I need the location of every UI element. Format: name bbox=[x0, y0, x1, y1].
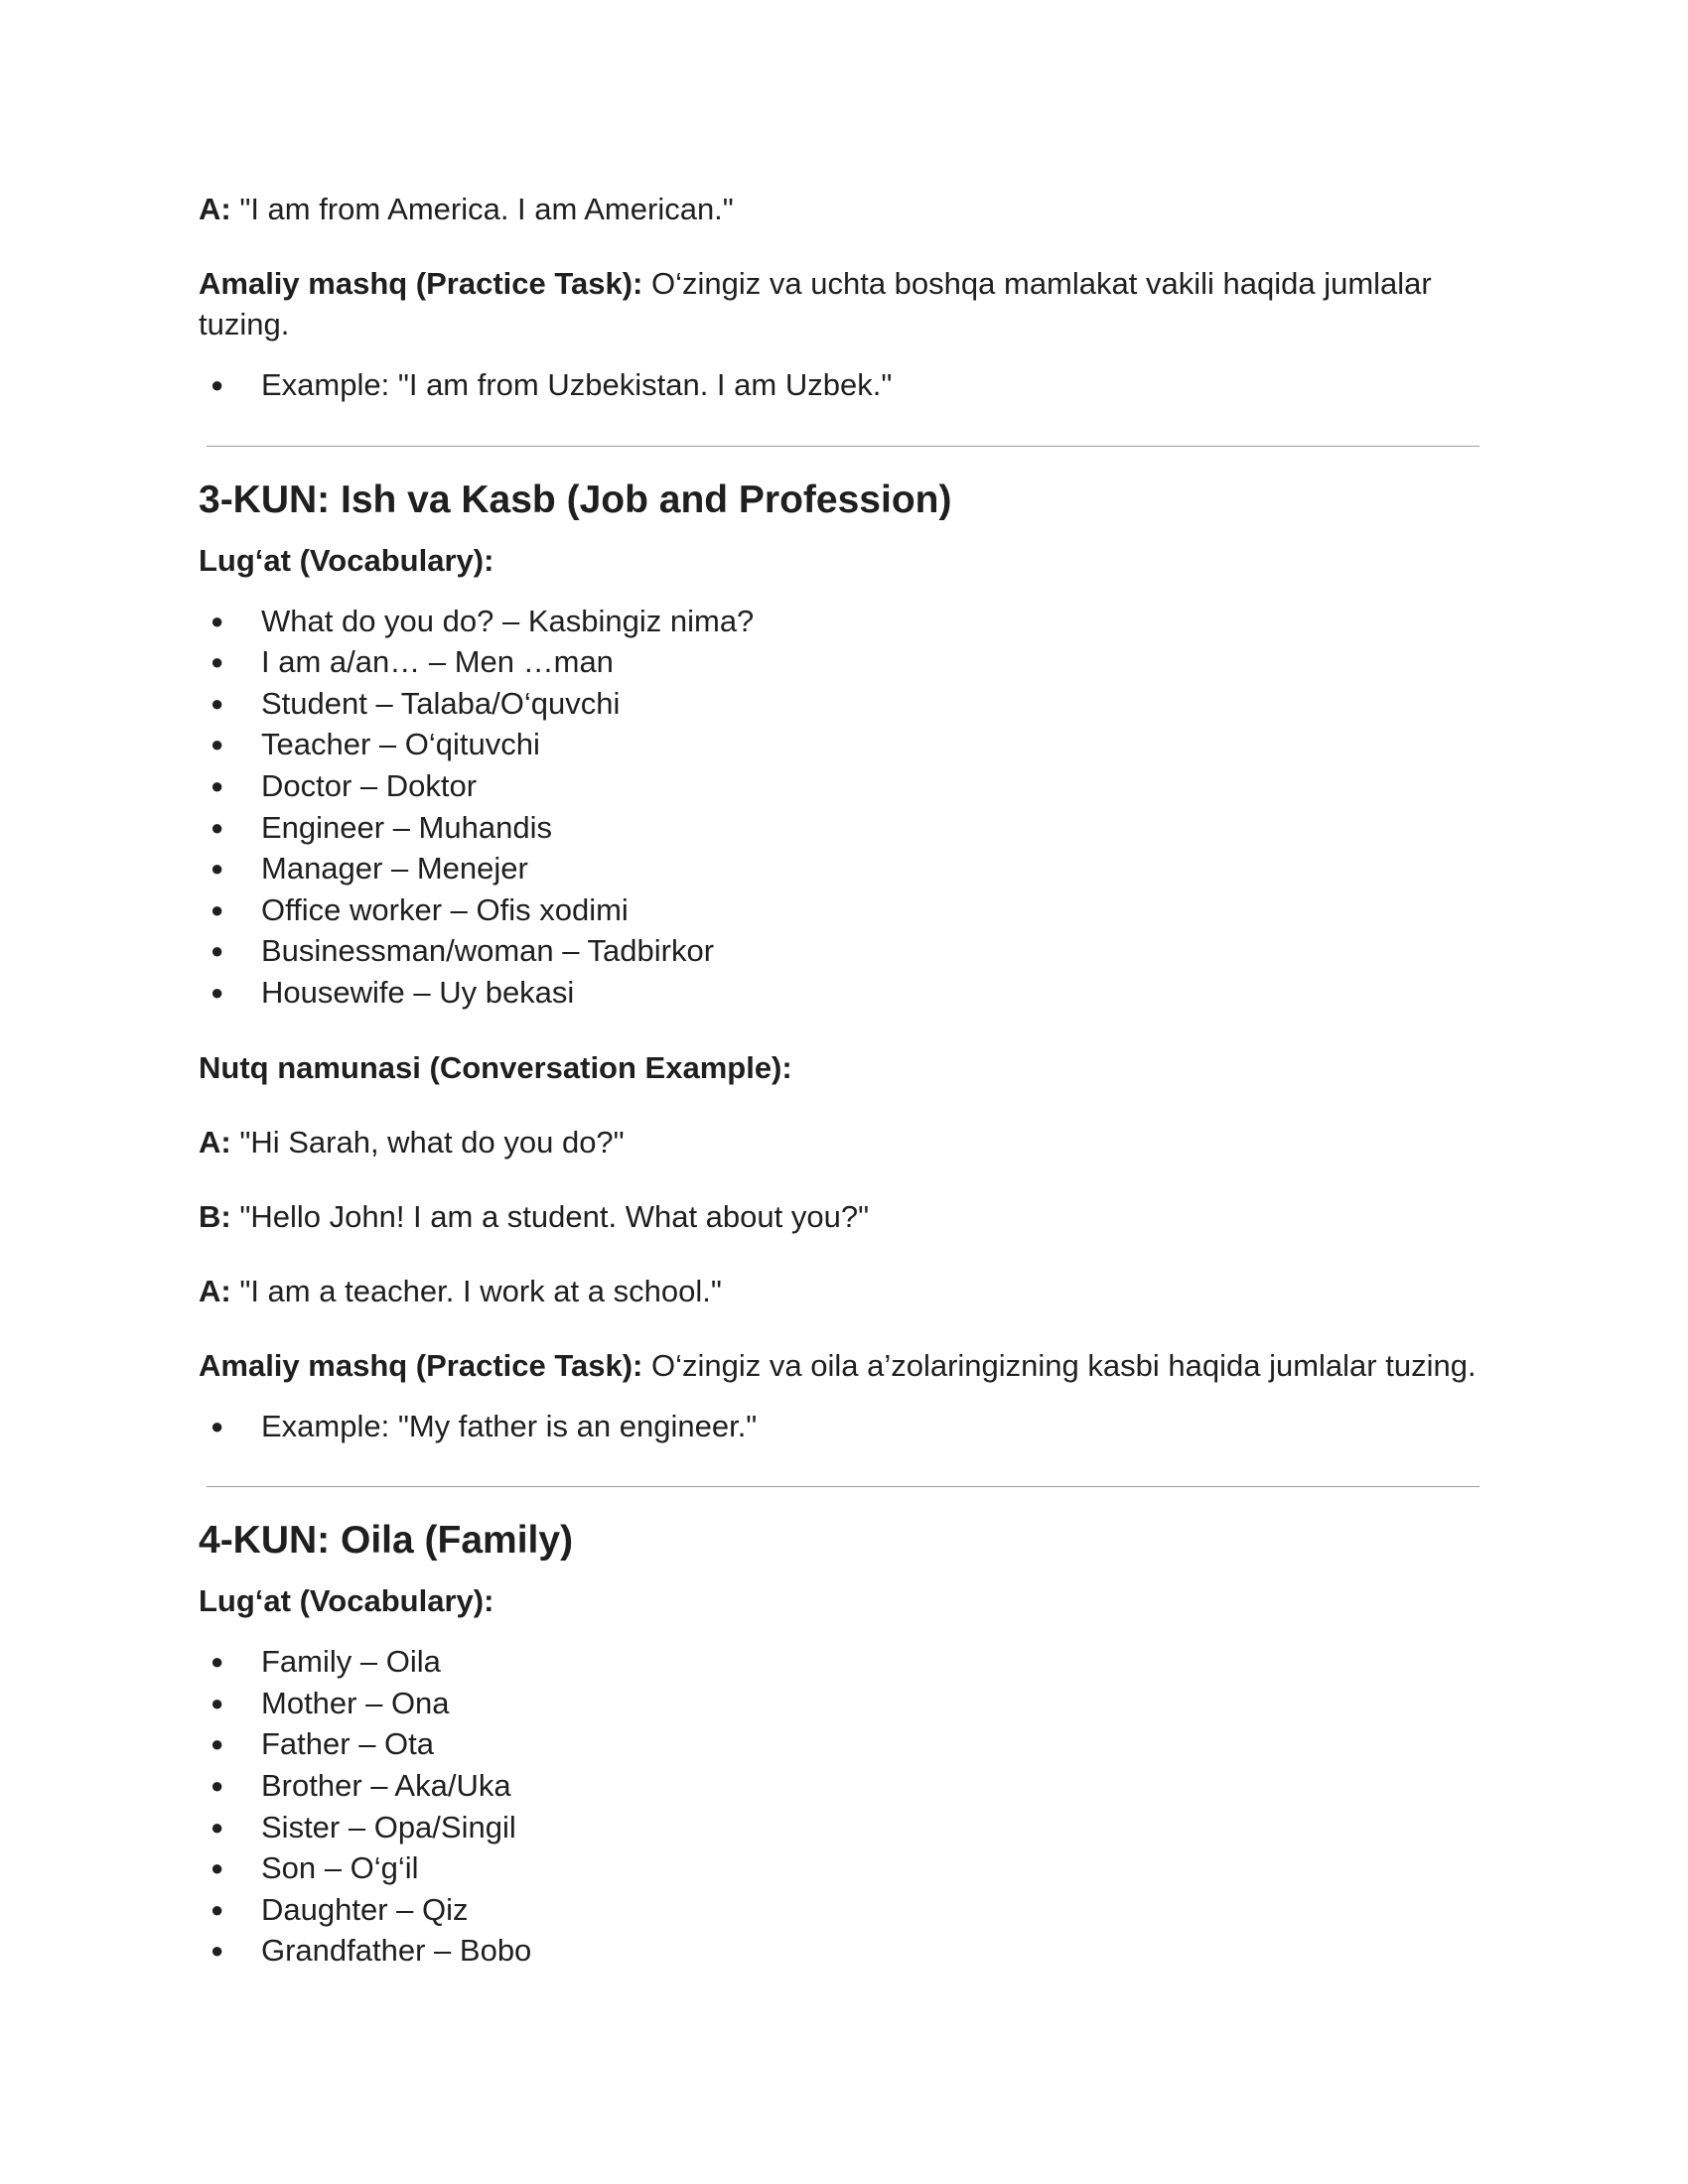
dialog-text: "Hello John! I am a student. What about you?" bbox=[230, 1198, 870, 1234]
dialog-line bbox=[199, 1122, 1489, 1162]
example-item: ● Example: "I am from Uzbekistan. I am Uzbek." bbox=[199, 364, 1489, 406]
example-item: ● Example: "My father is an engineer." bbox=[199, 1406, 1489, 1447]
dialog-line bbox=[199, 1196, 1489, 1237]
dialog-text: "I am from America. I am American." bbox=[230, 192, 734, 226]
vocab-item: ● Brother – Aka/Uka bbox=[199, 1765, 1489, 1807]
dialog-line bbox=[199, 189, 1489, 229]
vocab-item: ● Teacher – O‘qituvchi bbox=[199, 724, 1489, 765]
vocab-item: ● Daughter – Qiz bbox=[199, 1889, 1489, 1931]
section-divider bbox=[207, 446, 1479, 447]
vocab-item: ● Office worker – Ofis xodimi bbox=[199, 889, 1489, 931]
practice-task-text: O‘zingiz va uchta boshqa mamlakat vakili haqida jumlalar tuzing. bbox=[199, 266, 1432, 341]
vocab-item: ● Mother – Ona bbox=[199, 1683, 1489, 1724]
section-divider bbox=[207, 1486, 1479, 1487]
vocab-item: ● Housewife – Uy bekasi bbox=[199, 972, 1489, 1014]
dialog-text: "I am a teacher. I work at a school." bbox=[230, 1273, 722, 1308]
practice-task bbox=[199, 263, 1489, 344]
day3-title: 3-KUN: Ish va Kasb (Job and Profession) bbox=[199, 478, 952, 521]
speaker-label: A: bbox=[199, 192, 231, 226]
practice-task-label: Amaliy mashq (Practice Task): bbox=[199, 266, 643, 301]
speaker-label: B: bbox=[199, 1198, 231, 1234]
day3-vocab-heading: Lug‘at (Vocabulary): bbox=[199, 542, 494, 578]
document-page bbox=[199, 189, 1489, 2005]
day4-title: 4-KUN: Oila (Family) bbox=[199, 1519, 574, 1563]
vocab-item: ● Father – Ota bbox=[199, 1723, 1489, 1765]
vocab-item: ● Grandfather – Bobo bbox=[199, 1930, 1489, 1972]
vocab-item: ● Engineer – Muhandis bbox=[199, 807, 1489, 849]
day3-vocab-list bbox=[199, 601, 1489, 1014]
practice-task-text: O‘zingiz va oila a’zolaringizning kasbi haqida jumlalar tuzing. bbox=[642, 1347, 1477, 1383]
vocab-item: ● Family – Oila bbox=[199, 1641, 1489, 1683]
vocab-item: ● Businessman/woman – Tadbirkor bbox=[199, 930, 1489, 972]
example-list bbox=[199, 364, 1489, 406]
day4-vocab-list bbox=[199, 1641, 1489, 1972]
vocab-item: ● I am a/an… – Men …man bbox=[199, 641, 1489, 683]
speaker-label: A: bbox=[199, 1273, 231, 1308]
dialog-text: "Hi Sarah, what do you do?" bbox=[230, 1124, 625, 1160]
day4-vocab-heading: Lug‘at (Vocabulary): bbox=[199, 1583, 494, 1619]
day3-conversation-heading: Nutq namunasi (Conversation Example): bbox=[199, 1049, 792, 1085]
practice-task bbox=[199, 1345, 1489, 1386]
vocab-item: ● Doctor – Doktor bbox=[199, 765, 1489, 807]
vocab-item: ● Son – O‘g‘il bbox=[199, 1847, 1489, 1889]
vocab-item: ● What do you do? – Kasbingiz nima? bbox=[199, 601, 1489, 642]
practice-task-label: Amaliy mashq (Practice Task): bbox=[199, 1347, 643, 1383]
vocab-item: ● Manager – Menejer bbox=[199, 848, 1489, 889]
vocab-item: ● Sister – Opa/Singil bbox=[199, 1807, 1489, 1848]
vocab-item: ● Student – Talaba/O‘quvchi bbox=[199, 683, 1489, 725]
example-list bbox=[199, 1406, 1489, 1447]
dialog-line bbox=[199, 1271, 1489, 1311]
speaker-label: A: bbox=[199, 1124, 231, 1160]
